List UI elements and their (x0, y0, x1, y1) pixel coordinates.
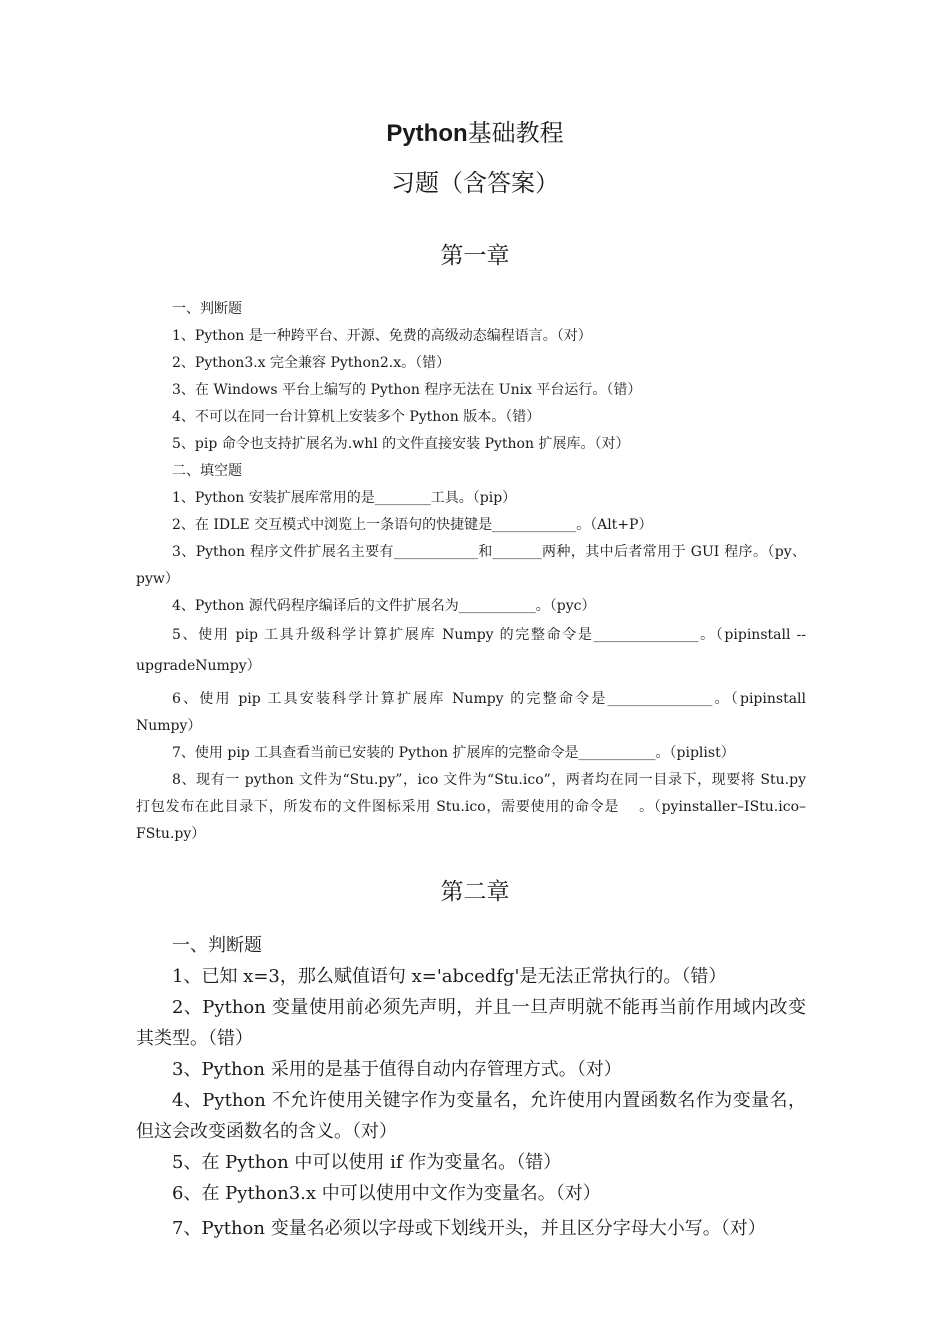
chapter-1-body (136, 296, 806, 848)
question-item: 1、Python 是一种跨平台、开源、免费的高级动态编程语言。（对） (172, 328, 592, 344)
question-item: 2、在 IDLE 交互模式中浏览上一条语句的快捷键是____________。（Alt+P） (172, 517, 653, 533)
question-item: 6、使用 pip 工具安装科学计算扩展库 Numpy 的完整命令是_______________。（pipinstall Numpy） (136, 691, 806, 734)
question-item: 5、在 Python 中可以使用 if 作为变量名。（错） (172, 1152, 562, 1173)
question-item: 6、在 Python3.x 中可以使用中文作为变量名。（对） (172, 1183, 601, 1204)
question-item: 4、Python 源代码程序编译后的文件扩展名为___________。（pyc） (172, 598, 596, 614)
section-heading-judge: 一、判断题 (172, 935, 262, 956)
document-title-zh: 基础教程 (467, 119, 564, 147)
question-item: 8、现有一 python 文件为“Stu.py”，ico 文件为“Stu.ico”，两者均在同一目录下，现要将 Stu.py 打包发布在此目录下，所发布的文件图标采用 Stu.ico，需要使用的命令是 。（pyinstaller–IStu.ico–FStu.py） (136, 772, 806, 842)
document-title-en: Python (386, 120, 468, 147)
question-item: 7、Python 变量名必须以字母或下划线开头，并且区分字母大小写。（对） (172, 1218, 766, 1239)
question-item: 1、Python 安装扩展库常用的是________工具。（pip） (172, 490, 517, 506)
question-item: 2、Python3.x 完全兼容 Python2.x。（错） (172, 355, 451, 371)
question-item: 1、已知 x=3，那么赋值语句 x='abcedfg'是无法正常执行的。（错） (172, 966, 727, 987)
question-item: 7、使用 pip 工具查看当前已安装的 Python 扩展库的完整命令是___________。（piplist） (172, 745, 735, 761)
section-heading-fill: 二、填空题 (172, 463, 242, 479)
question-item: 4、Python 不允许使用关键字作为变量名，允许使用内置函数名作为变量名，但这会改变函数名的含义。（对） (136, 1090, 806, 1142)
question-item: 5、使用 pip 工具升级科学计算扩展库 Numpy 的完整命令是_______________。（pipinstall --upgradeNumpy） (136, 627, 806, 674)
section-heading-judge: 一、判断题 (172, 301, 242, 317)
document-subtitle: 习题（含答案） (391, 169, 559, 197)
question-item: 3、Python 采用的是基于值得自动内存管理方式。（对） (172, 1059, 622, 1080)
chapter-2-body (136, 930, 806, 1244)
chapter-2-title: 第二章 (440, 879, 510, 905)
question-item: 4、不可以在同一台计算机上安装多个 Python 版本。（错） (172, 409, 541, 425)
chapter-1-title: 第一章 (440, 243, 510, 269)
document-title (0, 116, 950, 151)
question-item: 3、Python 程序文件扩展名主要有____________和_______两种，其中后者常用于 GUI 程序。（py、pyw） (136, 544, 806, 587)
question-item: 3、在 Windows 平台上编写的 Python 程序无法在 Unix 平台运行。（错） (172, 382, 642, 398)
question-item: 2、Python 变量使用前必须先声明，并且一旦声明就不能再当前作用域内改变其类型。（错） (136, 997, 806, 1049)
question-item: 5、pip 命令也支持扩展名为.whl 的文件直接安装 Python 扩展库。（对） (172, 436, 630, 452)
